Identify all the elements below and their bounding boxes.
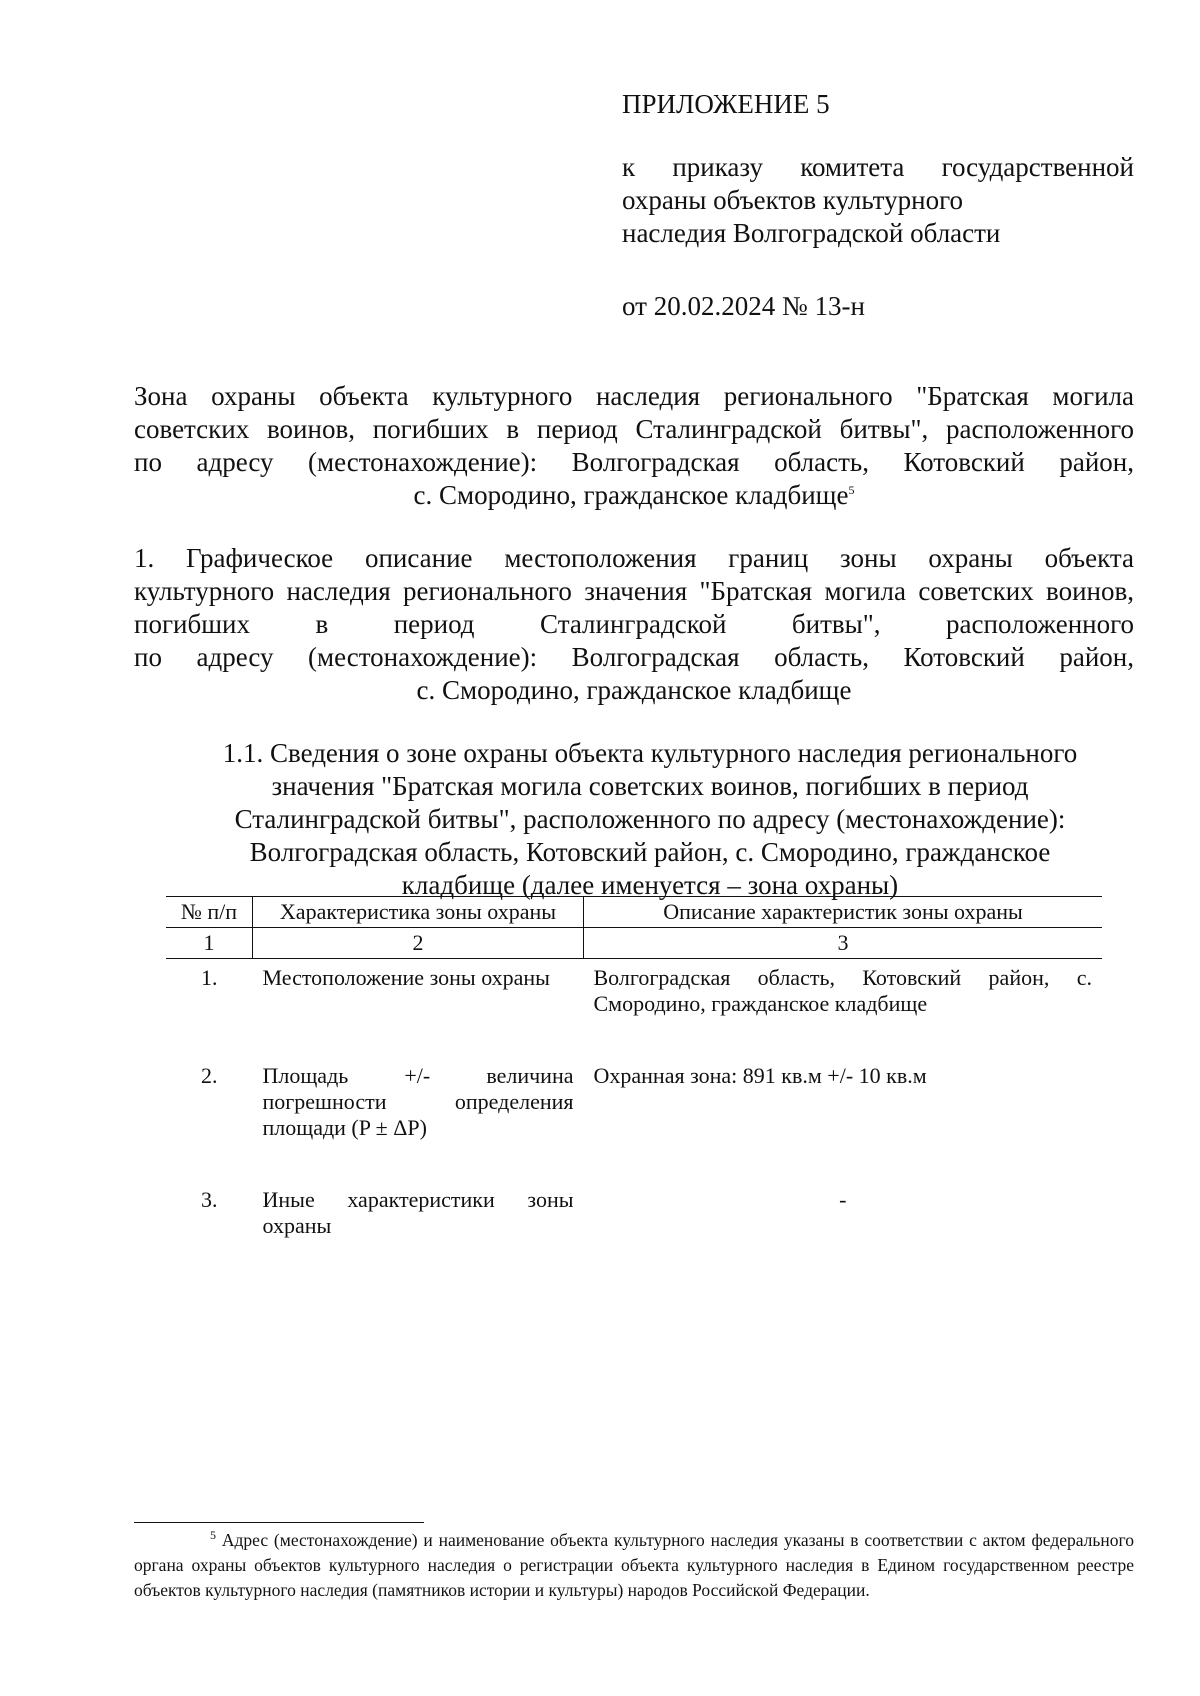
table-row [166,959,1102,1058]
row-number: 1. [201,965,218,990]
column-header-description: Описание характеристик зоны охраны [584,897,1103,928]
subsection-line: значения "Братская могила советских воинов, погибших в период [271,771,1029,801]
table-index-row [166,928,1102,959]
subsection-line: кладбище (далее именуется – зона охраны) [401,870,899,900]
appendix-reference-line: наследия Волгоградской области [622,218,1001,248]
table-row [166,1181,1102,1279]
column-header-characteristic: Характеристика зоны охраны [253,897,584,928]
footnote [134,1528,1134,1603]
appendix-title: ПРИЛОЖЕНИЕ 5 [622,89,830,119]
column-header-number: № п/п [166,897,253,928]
zone-title-last-text: с. Смородино, гражданское кладбище [413,480,849,510]
subsection-line: 1.1. Сведения о зоне охраны объекта культурного наследия регионального [222,738,1078,768]
column-index: 2 [253,928,584,959]
zone-title [134,380,1134,512]
row-characteristic: Иные характеристики зоны охраны [262,1187,574,1238]
subsection-line: Сталинградской битвы", расположенного по адресу (местонахождение): [234,804,1066,834]
section-1-heading [134,542,1134,707]
footnote-text: Адрес (местонахождение) и наименование объекта культурного наследия указаны в соответствии с актом федерального органа охраны объектов культурного наследия о регистрации объекта культурного наследия в Едином государственном реестре объектов культурного наследия (памятников истории и культуры) народов Российской Федерации. [134,1530,1134,1600]
appendix-reference-line: охраны объектов культурного [622,185,963,215]
row-description: Охранная зона: 891 кв.м +/- 10 кв.м [593,1063,927,1088]
subsection-line: Волгоградская область, Котовский район, с. Смородино, гражданское [249,837,1051,867]
row-characteristic: Площадь +/- величина погрешности определения площади (P ± ΔP) [262,1063,574,1140]
appendix-date: от 20.02.2024 № 13-н [622,291,865,321]
zone-title-line: Зона охраны объекта культурного наследия регионального "Братская могила [134,381,1134,411]
section-1-line: 1. Графическое описание местоположения границ зоны охраны объекта [134,543,1134,573]
row-characteristic: Местоположение зоны охраны [262,965,550,990]
section-1-line: по адресу (местонахождение): Волгоградская область, Котовский район, [134,642,1134,672]
section-1-line: погибших в период Сталинградской битвы", расположенного [134,609,1134,639]
subsection-1-1-heading [180,737,1120,902]
appendix-reference [622,151,1134,250]
footnote-divider [134,1522,424,1523]
footnote-reference[interactable]: 5 [848,483,855,497]
appendix-header [622,88,1134,323]
zone-characteristics-table [166,896,1102,1279]
zone-title-line [134,479,1134,512]
row-description: - [839,1187,847,1212]
row-number: 2. [201,1063,218,1088]
row-number: 3. [201,1187,218,1212]
row-description: Волгоградская область, Котовский район, с. Смородино, гражданское кладбище [593,965,1092,1016]
footnote-mark: 5 [210,1528,216,1543]
column-index: 1 [166,928,253,959]
column-index: 3 [584,928,1103,959]
section-1-line: с. Смородино, гражданское кладбище [416,675,852,705]
zone-title-line: советских воинов, погибших в период Сталинградской битвы", расположенного [134,414,1134,444]
appendix-reference-line: к приказу комитета государственной [622,152,1134,182]
section-1-line: культурного наследия регионального значения "Братская могила советских воинов, [134,576,1134,606]
table-row [166,1057,1102,1181]
table-header-row [166,897,1102,928]
zone-title-line: по адресу (местонахождение): Волгоградская область, Котовский район, [134,447,1134,477]
